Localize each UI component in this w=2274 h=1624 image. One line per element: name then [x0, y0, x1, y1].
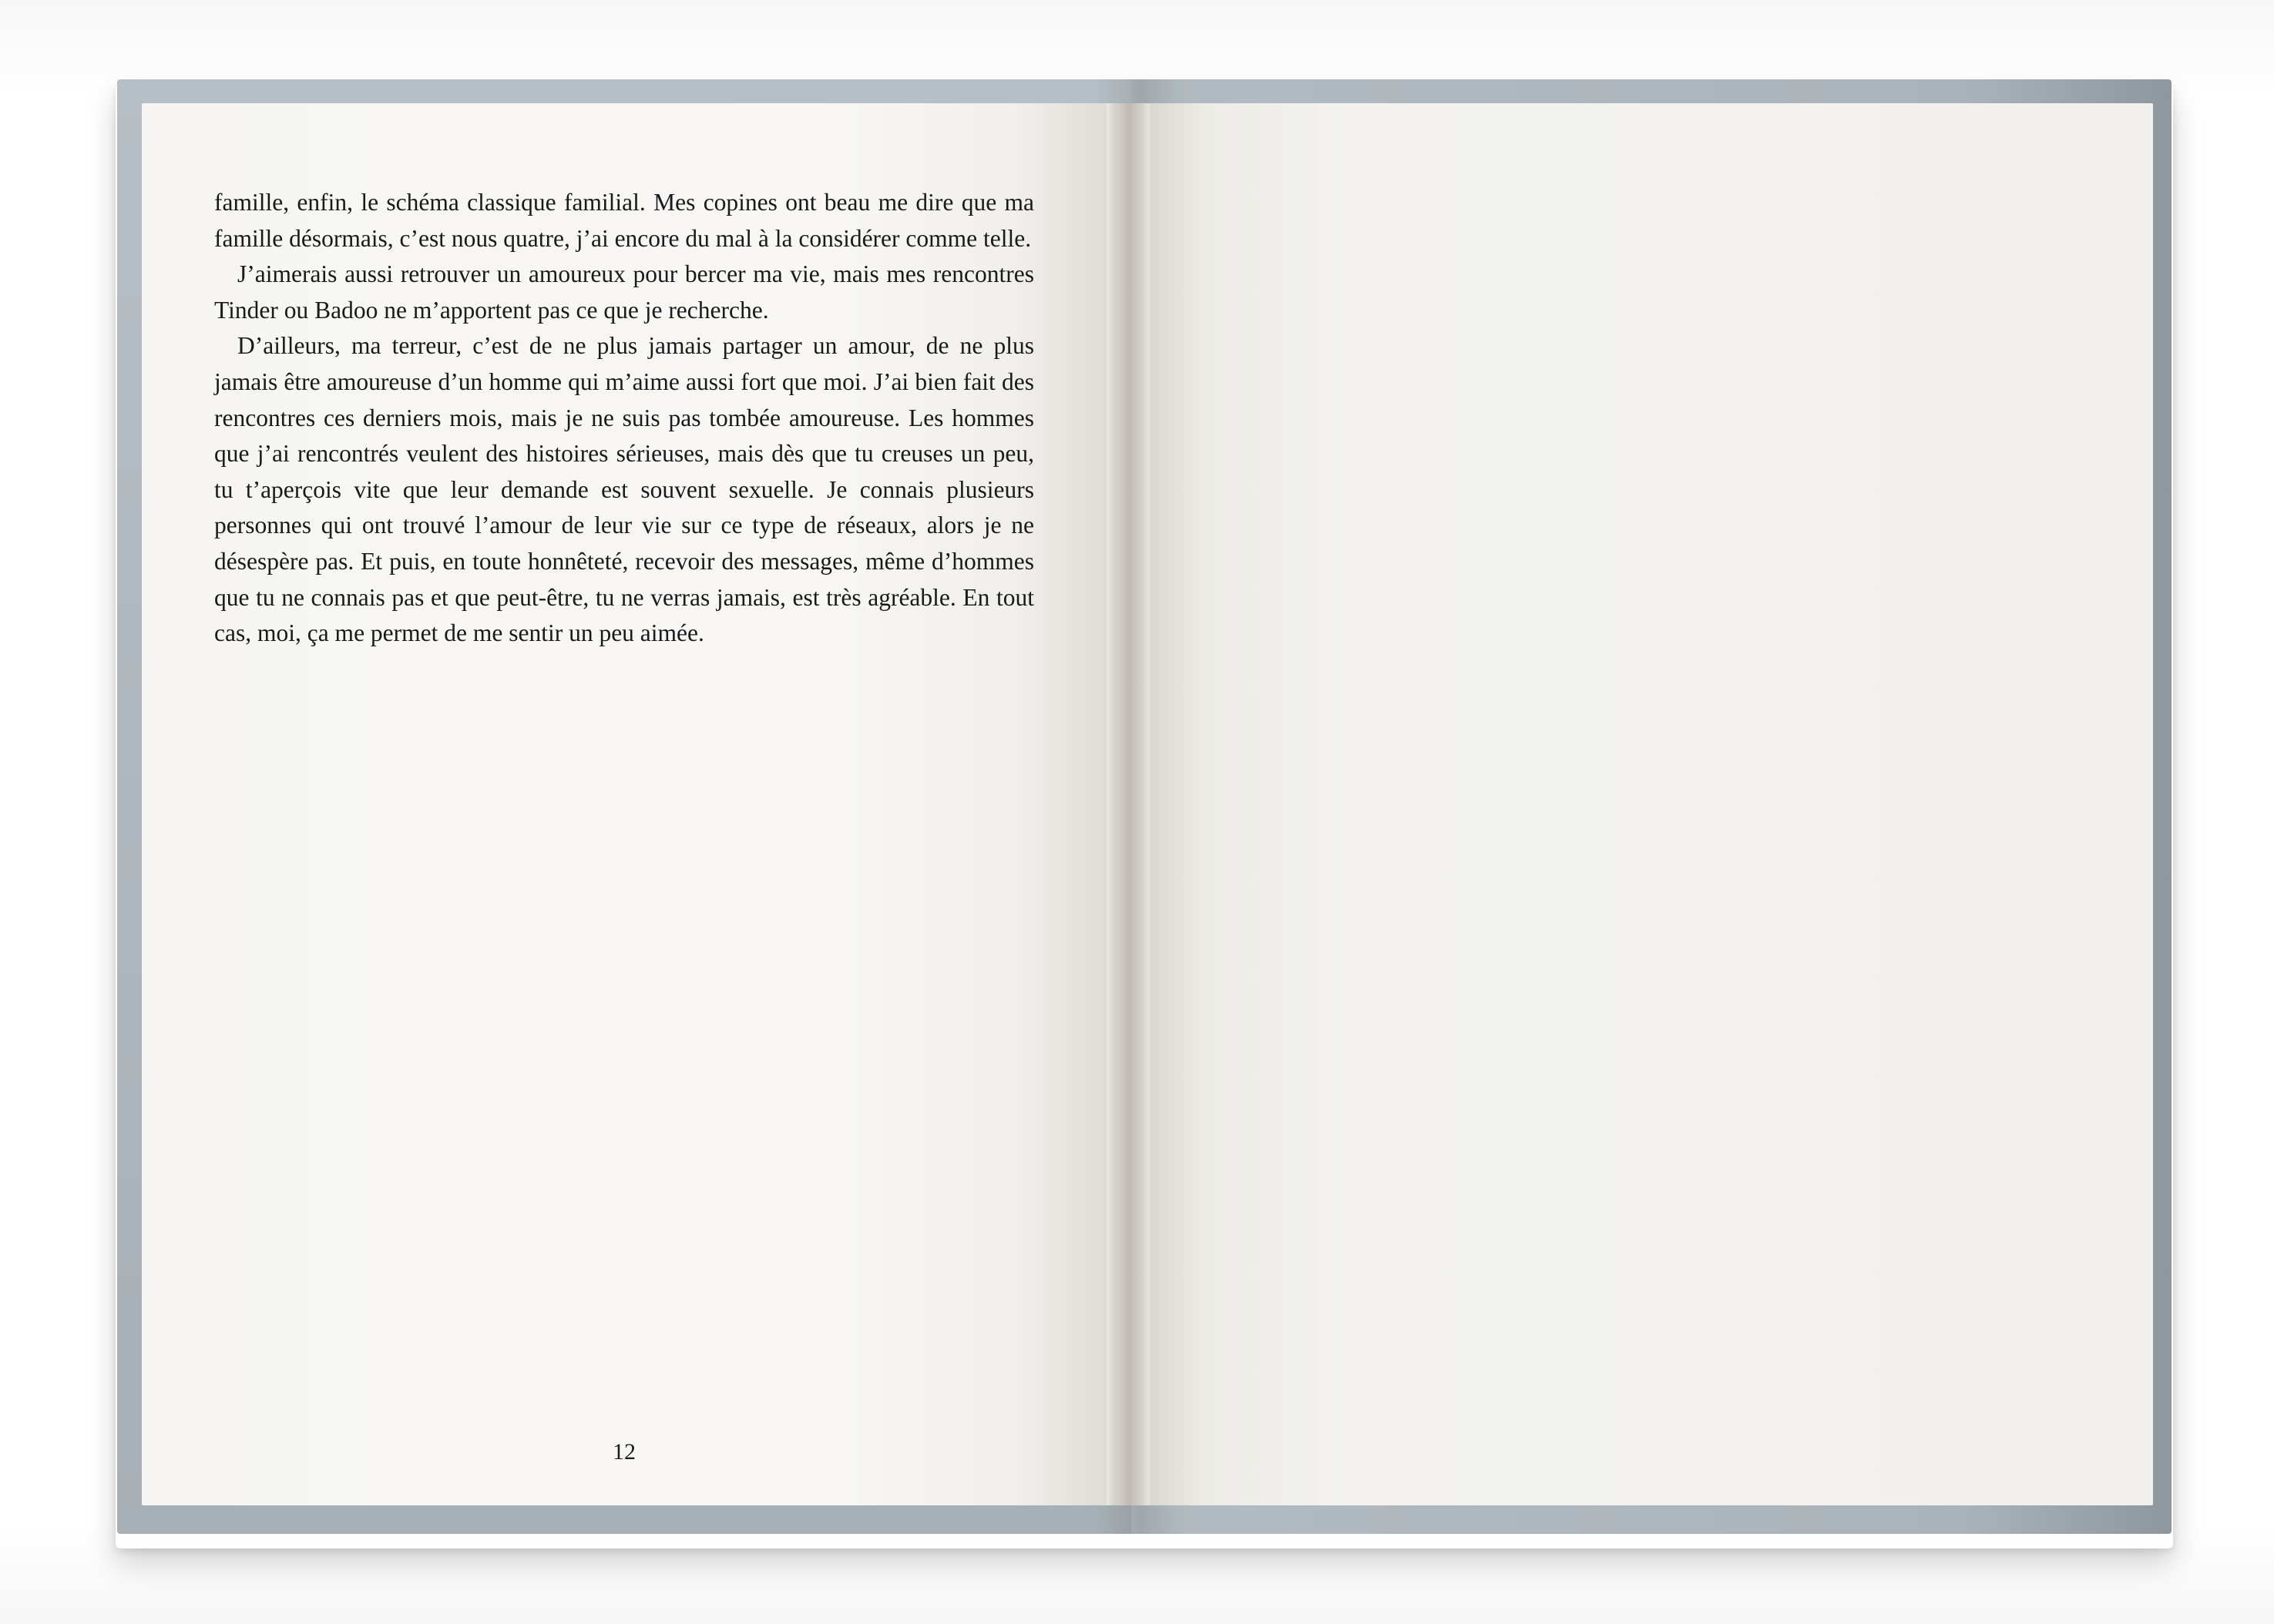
- page-number: 12: [613, 1439, 636, 1465]
- left-page-text: [214, 185, 1034, 652]
- paragraph-2: J’aimerais aussi retrouver un amoureux pour bercer ma vie, mais mes rencontres Tinder ou Badoo ne m’apportent pas ce que je recherche.: [214, 260, 1034, 324]
- paragraph-1: famille, enfin, le schéma classique familial. Mes copines ont beau me dire que ma famille désormais, c’est nous quatre, j’ai encore du mal à la considérer comme telle.: [214, 189, 1034, 252]
- left-page-edge: [1107, 103, 1117, 1505]
- book-gutter: [1117, 103, 1143, 1505]
- paragraph-3: D’ailleurs, ma terreur, c’est de ne plus jamais partager un amour, de ne plus jamais être amoureuse d’un homme qui m’aime aussi fort que moi. J’ai bien fait des rencontres ces derniers mois, mais je ne suis pas tombée amoureuse. Les hommes que j’ai rencontrés veulent des histoires sérieuses, mais dès que tu creuses un peu, tu t’aperçois vite que leur demande est souvent sexuelle. Je connais plusieurs personnes qui ont trouvé l’amour de leur vie sur ce type de réseaux, alors je ne désespère pas. Et puis, en toute honnêteté, recevoir des messages, même d’hommes que tu ne connais pas et que peut-être, tu ne verras jamais, est très agréable. En tout cas, moi, ça me permet de me sentir un peu aimée.: [214, 332, 1034, 647]
- right-page-blank: [1144, 103, 2153, 1505]
